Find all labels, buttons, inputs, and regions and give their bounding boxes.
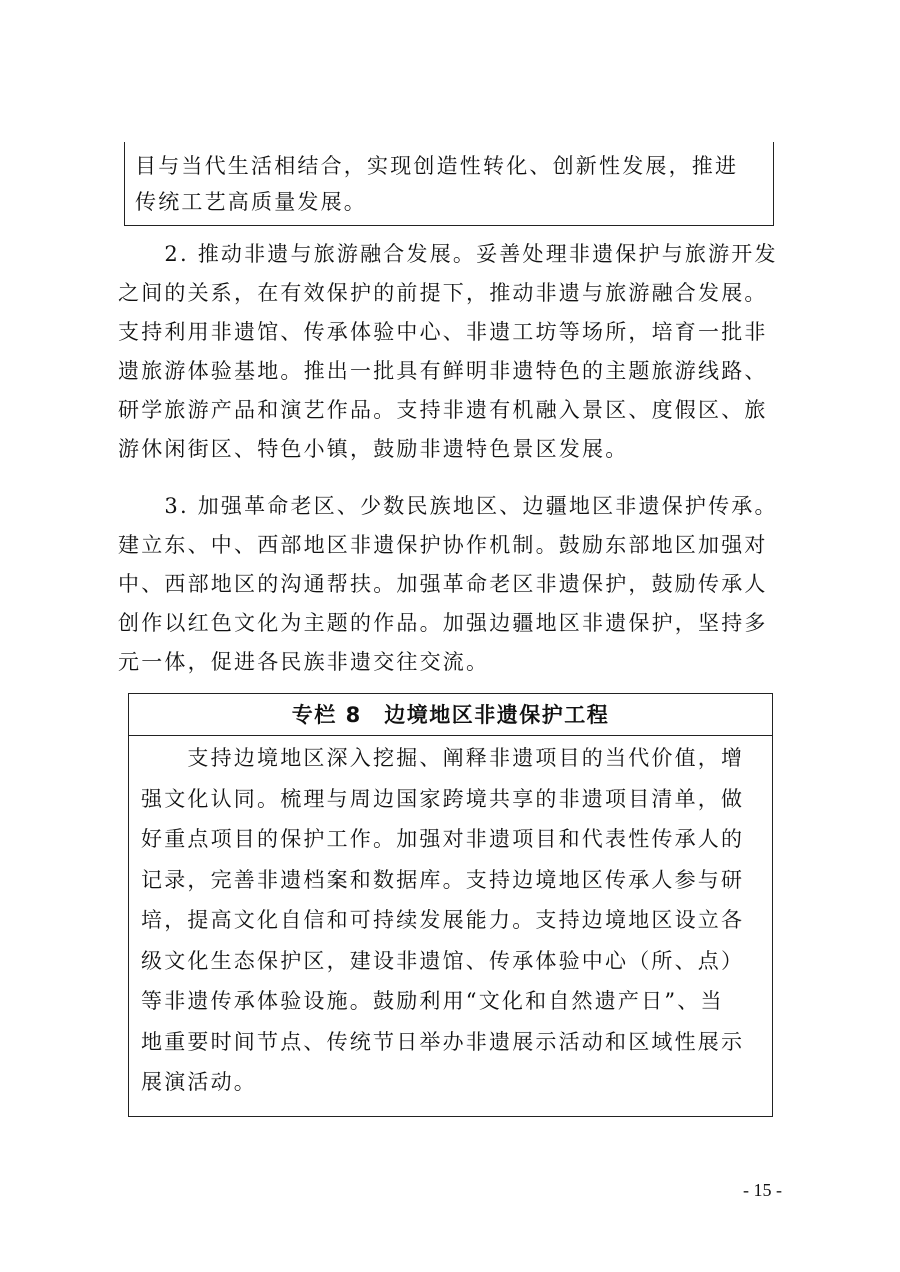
paragraph-line: 建立东、中、西部地区非遗保护协作机制。鼓励东部地区加强对 [118, 533, 768, 557]
paragraph-line: 3. 加强革命老区、少数民族地区、边疆地区非遗保护传承。 [118, 494, 778, 518]
column-line: 级文化生态保护区，建设非遗馆、传承体验中心（所、点） [141, 948, 745, 973]
paragraph-line: 2. 推动非遗与旅游融合发展。妥善处理非遗保护与旅游开发 [118, 242, 778, 266]
column-line: 地重要时间节点、传统节日举办非遗展示活动和区域性展示 [141, 1029, 745, 1054]
paragraph-line: 元一体，促进各民族非遗交往交流。 [118, 650, 490, 674]
column-line: 支持边境地区深入挖掘、阐释非遗项目的当代价值，增 [141, 746, 745, 770]
column-line: 等非遗传承体验设施。鼓励利用“文化和自然遗产日”、当 [141, 989, 724, 1013]
paragraph-line: 创作以红色文化为主题的作品。加强边疆地区非遗保护，坚持多 [118, 611, 768, 635]
continued-column-box [124, 142, 774, 226]
column-line: 记录，完善非遗档案和数据库。支持边境地区传承人参与研 [141, 867, 745, 892]
paragraph-line: 研学旅游产品和演艺作品。支持非遗有机融入景区、度假区、旅 [118, 398, 768, 422]
column-line: 好重点项目的保护工作。加强对非遗项目和代表性传承人的 [141, 827, 745, 851]
column-8-box [128, 693, 773, 1117]
column-line: 展演活动。 [141, 1070, 257, 1094]
page-number: - 15 - [743, 1180, 782, 1200]
column-title: 专栏 8 边境地区非遗保护工程 [129, 694, 772, 736]
box-line: 目与当代生活相结合，实现创造性转化、创新性发展，推进 [135, 154, 739, 178]
paragraph-line: 遗旅游体验基地。推出一批具有鲜明非遗特色的主题旅游线路、 [118, 359, 768, 383]
column-line: 培，提高文化自信和可持续发展能力。支持边境地区设立各 [141, 908, 745, 932]
column-line: 强文化认同。梳理与周边国家跨境共享的非遗项目清单，做 [141, 786, 745, 811]
section-3-paragraph [118, 487, 788, 682]
paragraph-line: 支持利用非遗馆、传承体验中心、非遗工坊等场所，培育一批非 [118, 320, 768, 344]
box-line: 传统工艺高质量发展。 [135, 190, 367, 214]
paragraph-line: 游休闲街区、特色小镇，鼓励非遗特色景区发展。 [118, 437, 629, 461]
section-2-paragraph [118, 235, 788, 469]
paragraph-line: 中、西部地区的沟通帮扶。加强革命老区非遗保护，鼓励传承人 [118, 572, 768, 596]
paragraph-line: 之间的关系，在有效保护的前提下，推动非遗与旅游融合发展。 [118, 281, 768, 305]
column-body [129, 736, 772, 1103]
